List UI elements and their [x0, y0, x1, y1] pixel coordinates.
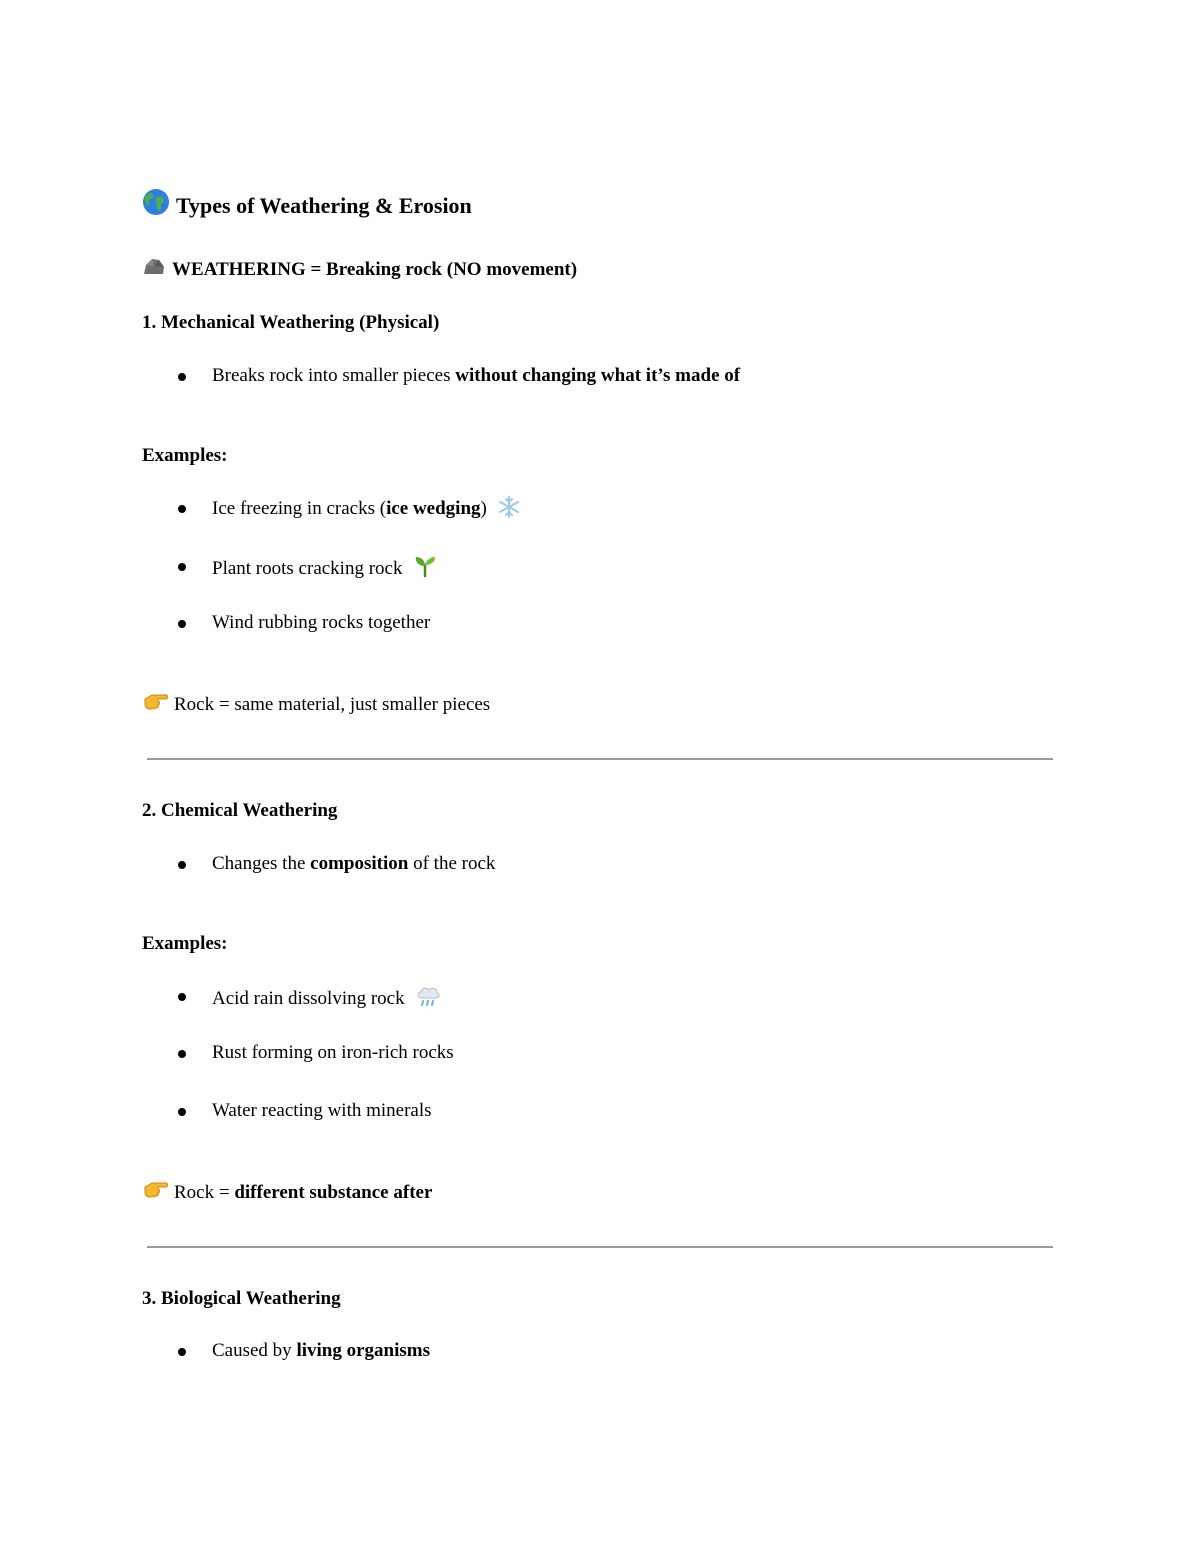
mechanical-examples-label: Examples: [142, 445, 228, 466]
chemical-definition [212, 852, 495, 876]
mechanical-example-1 [212, 496, 520, 525]
mechanical-example-3: Wind rubbing rocks together [212, 612, 431, 633]
mechanical-definition-bold: without changing what it’s made of [455, 365, 741, 386]
snowflake-icon [498, 496, 520, 525]
example-text: Ice freezing in cracks ( [212, 498, 387, 519]
horizontal-divider [147, 758, 1053, 760]
chemical-summary [142, 1179, 432, 1208]
bullet-dot [178, 1348, 186, 1356]
definition-bold: living organisms [296, 1340, 430, 1361]
chemical-examples-label: Examples: [142, 933, 228, 954]
mechanical-heading: 1. Mechanical Weathering (Physical) [142, 312, 440, 333]
summary-text: Rock = same material, just smaller pieces [174, 694, 491, 715]
bullet-dot [178, 993, 186, 1001]
chemical-example-1 [212, 984, 441, 1015]
weathering-heading-text: WEATHERING = Breaking rock (NO movement) [172, 259, 578, 280]
summary-bold: different substance after [234, 1182, 433, 1203]
pointing-hand-icon [142, 691, 168, 720]
mechanical-definition-plain: Breaks rock into smaller pieces [212, 365, 456, 386]
biological-definition [212, 1339, 430, 1363]
chemical-example-3: Water reacting with minerals [212, 1100, 432, 1121]
mechanical-definition [212, 364, 740, 388]
example-text: Plant roots cracking rock [212, 558, 403, 579]
globe-icon [142, 188, 170, 223]
bullet-dot [178, 861, 186, 869]
biological-heading: 3. Biological Weathering [142, 1288, 341, 1309]
pointing-hand-icon [142, 1179, 168, 1208]
bullet-dot [178, 1108, 186, 1116]
bullet-dot [178, 1050, 186, 1058]
horizontal-divider [147, 1246, 1053, 1248]
page-title [142, 188, 472, 223]
definition-text: Caused by [212, 1340, 297, 1361]
definition-text-after: of the rock [408, 853, 496, 874]
chemical-example-2: Rust forming on iron-rich rocks [212, 1042, 454, 1063]
bullet-dot [178, 505, 186, 513]
seedling-icon [413, 554, 437, 585]
example-text: Acid rain dissolving rock [212, 988, 405, 1009]
definition-bold: composition [310, 853, 409, 874]
chemical-heading: 2. Chemical Weathering [142, 800, 338, 821]
page-title-text: Types of Weathering & Erosion [176, 193, 472, 218]
definition-text: Changes the [212, 853, 311, 874]
bullet-dot [178, 620, 186, 628]
weathering-heading [142, 256, 577, 285]
mechanical-summary [142, 691, 490, 720]
mechanical-example-2 [212, 554, 437, 585]
bullet-dot [178, 563, 186, 571]
bullet-dot [178, 373, 186, 381]
example-text-after: ) [480, 498, 487, 519]
summary-text: Rock = [174, 1182, 235, 1203]
rain-cloud-icon [415, 984, 441, 1015]
example-bold: ice wedging [386, 498, 481, 519]
rock-icon [142, 256, 166, 285]
